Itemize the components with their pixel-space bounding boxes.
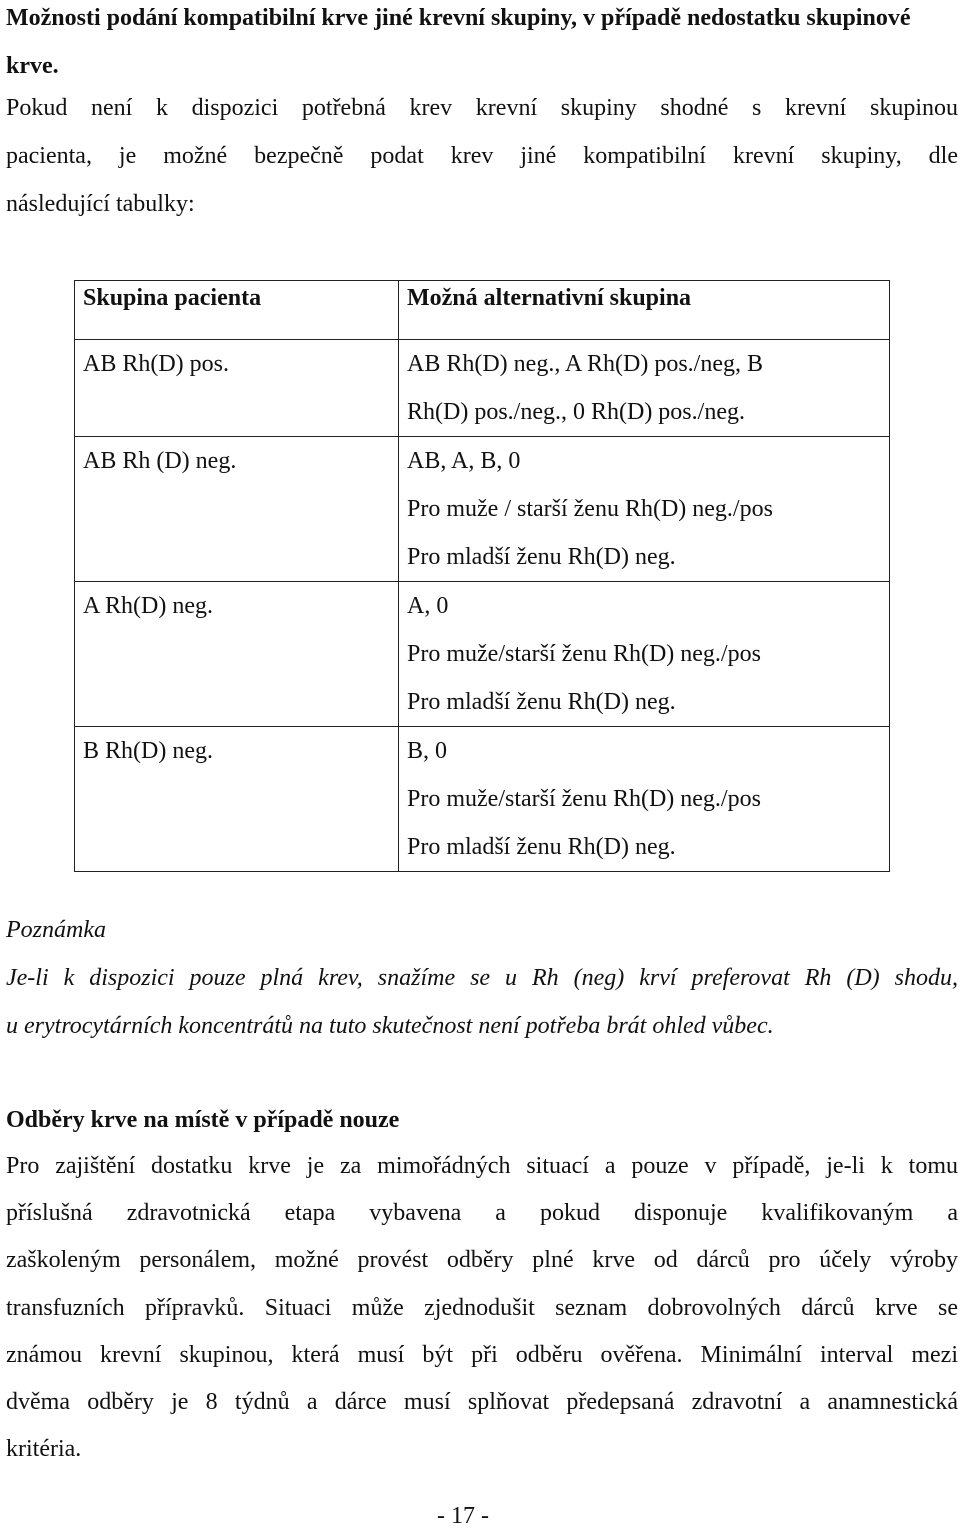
page-number: - 17 - [437, 1503, 489, 1529]
alternative-line: Pro muže/starší ženu Rh(D) neg./pos [407, 786, 761, 812]
alternative-group-cell [399, 340, 890, 437]
alternative-group-cell [399, 437, 890, 582]
patient-group-cell [75, 582, 399, 727]
table-row [75, 727, 890, 872]
intro-line: následující tabulky: [6, 191, 195, 217]
note-line: u erytrocytárních koncentrátů na tuto skutečnost není potřeba brát ohled vůbec. [6, 1013, 774, 1039]
alternative-line: Rh(D) pos./neg., 0 Rh(D) pos./neg. [407, 399, 745, 425]
intro-paragraph [6, 84, 958, 228]
note-text [6, 954, 958, 1050]
patient-group-cell [75, 437, 399, 582]
header-label: Možná alternativní skupina [407, 285, 692, 311]
section-heading-compatible-blood: Možnosti podání kompatibilní krve jiné krevní skupiny, v případě nedostatku skupinové krve. [6, 5, 911, 79]
note-line: Je-li k dispozici pouze plná krev, snažíme se u Rh (neg) krví preferovat Rh (D) shodu, [6, 965, 958, 991]
patient-group-cell [75, 727, 399, 872]
paragraph-line: dvěma odběry je 8 týdnů a dárce musí splňovat předepsaná zdravotní a anamnestická [6, 1389, 958, 1416]
patient-group: AB Rh (D) neg. [83, 448, 237, 474]
alternative-line: AB Rh(D) neg., A Rh(D) pos./neg, B [407, 351, 763, 377]
table-row [75, 340, 890, 437]
patient-group: AB Rh(D) pos. [83, 351, 230, 377]
patient-group: B Rh(D) neg. [83, 738, 213, 764]
paragraph-line: Pro zajištění dostatku krve je za mimořádných situací a pouze v případě, je-li k tomu [6, 1153, 958, 1179]
table-row [75, 437, 890, 582]
alternative-line: Pro muže / starší ženu Rh(D) neg./pos [407, 496, 773, 522]
compatibility-table [74, 280, 890, 872]
note-title: Poznámka [6, 917, 106, 943]
alternative-line: B, 0 [407, 738, 448, 764]
alternative-line: Pro mladší ženu Rh(D) neg. [407, 689, 676, 715]
alternative-group-cell [399, 727, 890, 872]
section-heading-emergency-collection: Odběry krve na místě v případě nouze [6, 1107, 400, 1133]
header-label: Skupina pacienta [83, 285, 262, 311]
paragraph-line: zaškoleným personálem, možné provést odběry plné krve od dárců pro účely výroby [6, 1247, 958, 1274]
alternative-group-cell [399, 582, 890, 727]
alternative-line: Pro muže/starší ženu Rh(D) neg./pos [407, 641, 761, 667]
alternative-line: A, 0 [407, 593, 449, 619]
table-row [75, 582, 890, 727]
table-header-row [75, 281, 890, 340]
header-cell-patient-group [75, 281, 399, 340]
patient-group-cell [75, 340, 399, 437]
intro-line: pacienta, je možné bezpečně podat krev jiné kompatibilní krevní skupiny, dle [6, 143, 958, 169]
paragraph-line: příslušná zdravotnická etapa vybavena a pokud disponuje kvalifikovaným a [6, 1200, 958, 1227]
emergency-paragraph [6, 1143, 958, 1473]
header-cell-alternative-group [399, 281, 890, 340]
paragraph-line: kritéria. [6, 1436, 82, 1463]
paragraph-line: známou krevní skupinou, která musí být při odběru ověřena. Minimální interval mezi [6, 1341, 958, 1368]
patient-group: A Rh(D) neg. [83, 593, 213, 619]
alternative-line: AB, A, B, 0 [407, 448, 521, 474]
alternative-line: Pro mladší ženu Rh(D) neg. [407, 544, 676, 570]
paragraph-line: transfuzních přípravků. Situaci může zjednodušit seznam dobrovolných dárců krve se [6, 1294, 958, 1321]
alternative-line: Pro mladší ženu Rh(D) neg. [407, 834, 676, 860]
intro-line: Pokud není k dispozici potřebná krev krevní skupiny shodné s krevní skupinou [6, 95, 958, 121]
